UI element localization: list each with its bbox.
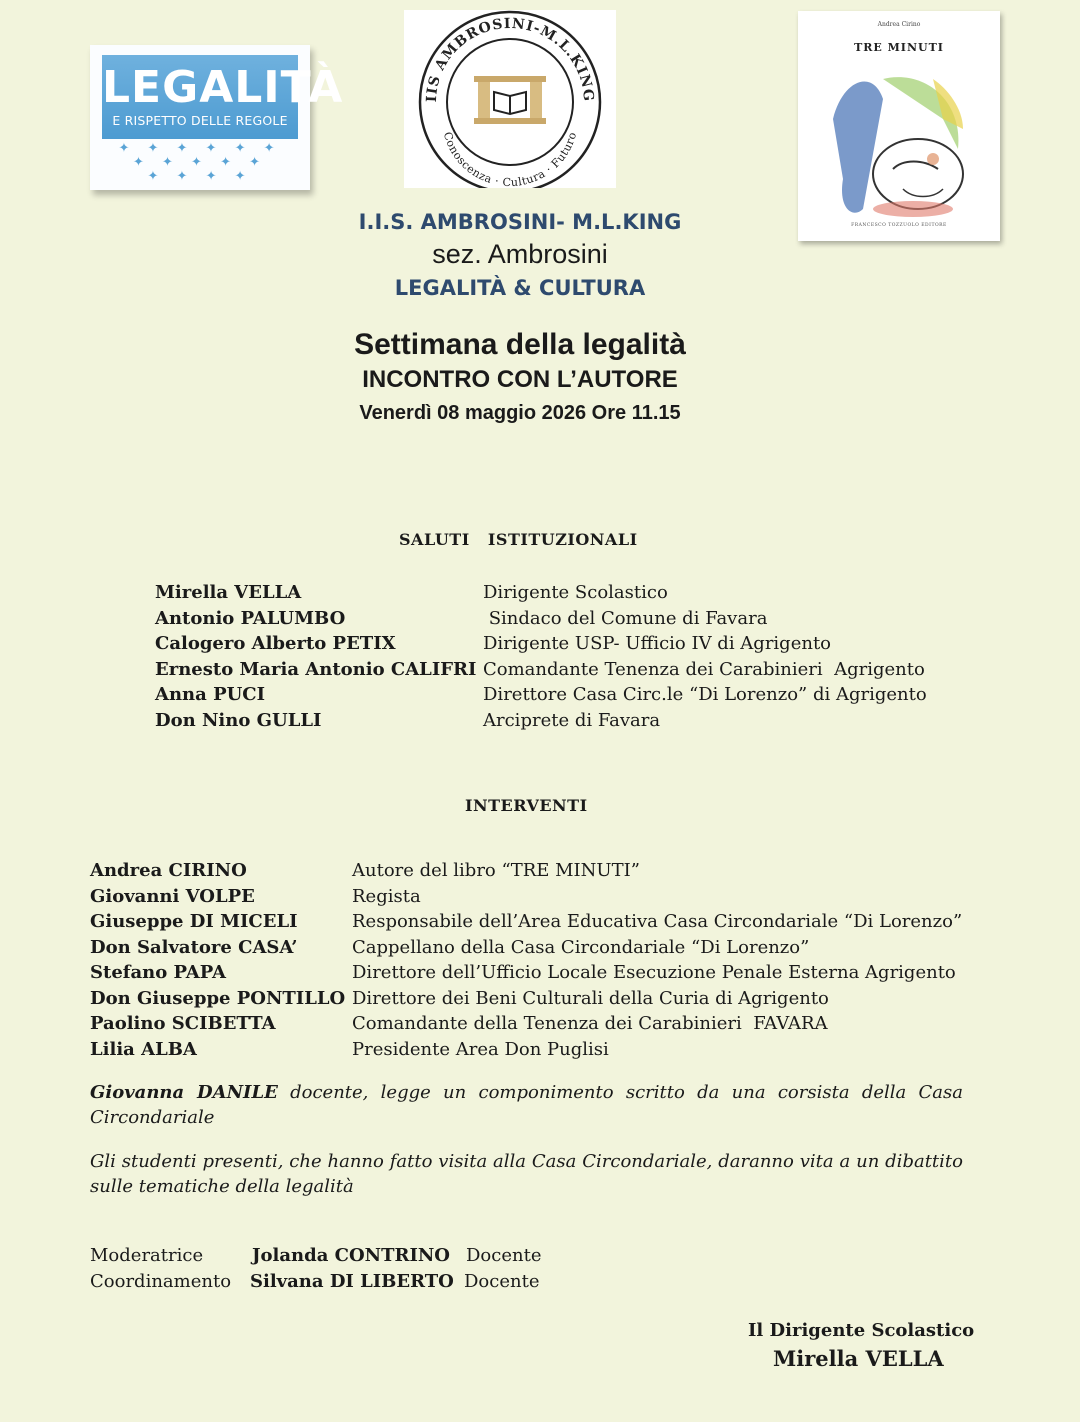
school-name: I.I.S. AMBROSINI- M.L.KING <box>358 210 682 234</box>
legalita-logo-subtitle: E RISPETTO DELLE REGOLE <box>112 113 288 128</box>
seal-ring-bottom: Conoscenza · Cultura · Futuro <box>440 130 580 188</box>
staff-role: Docente <box>466 1245 542 1266</box>
interventi-role: Cappellano della Casa Circondariale “Di Lorenzo” <box>352 936 810 958</box>
interventi-row <box>90 1011 970 1036</box>
book-cover-illustration <box>823 59 973 224</box>
danile-note <box>90 1080 963 1130</box>
interventi-row <box>90 884 970 909</box>
saluti-row <box>155 606 955 631</box>
saluti-name: Don Nino GULLI <box>155 709 322 731</box>
interventi-heading: INTERVENTI <box>465 796 588 815</box>
butterflies-decoration: ✦ ✦ ✦ ✦ ✦ ✦ ✦ ✦ ✦ ✦ ✦ ✦ ✦ ✦ ✦ <box>118 141 282 184</box>
staff-role: Docente <box>464 1270 540 1292</box>
saluti-role: Arciprete di Favara <box>483 709 661 731</box>
book-cover-title: TRE MINUTI <box>854 41 944 54</box>
interventi-name: Don Salvatore CASA’ <box>90 936 298 958</box>
legalita-banner <box>102 55 344 139</box>
interventi-name: Don Giuseppe PONTILLO <box>90 987 346 1009</box>
book-cover-author: Andrea Cirino <box>877 21 921 28</box>
svg-text:IIS AMBROSINI-M.L.KING <box>424 16 596 103</box>
school-seal-icon <box>404 10 616 188</box>
book-cover-publisher: FRANCESCO TOZZUOLO EDITORE <box>851 223 947 228</box>
event-title: Settimana della legalità <box>354 328 686 361</box>
saluti-row <box>155 631 955 656</box>
school-seal-logo <box>404 10 616 188</box>
interventi-row <box>90 909 970 934</box>
interventi-row <box>90 1037 970 1062</box>
saluti-name: Anna PUCI <box>155 684 266 705</box>
saluti-name: Calogero Alberto PETIX <box>155 633 396 654</box>
signature-title: Il Dirigente Scolastico <box>748 1320 975 1341</box>
saluti-role: Dirigente USP- Ufficio IV di Agrigento <box>483 633 832 654</box>
saluti-row <box>155 708 955 733</box>
saluti-role: Sindaco del Comune di Favara <box>483 607 768 629</box>
interventi-name: Giovanni VOLPE <box>90 885 255 907</box>
book-cover-image <box>798 11 1000 241</box>
interventi-row <box>90 986 970 1011</box>
saluti-name: Ernesto Maria Antonio CALIFRI <box>155 658 477 680</box>
danile-name: Giovanna DANILE <box>90 1082 278 1103</box>
staff-row <box>90 1269 590 1295</box>
event-subtitle: INCONTRO CON L’AUTORE <box>362 366 678 393</box>
interventi-row <box>90 960 970 985</box>
saluti-heading: SALUTI ISTITUZIONALI <box>399 530 638 549</box>
interventi-role: Responsabile dell’Area Educativa Casa Circondariale “Di Lorenzo” <box>352 911 963 932</box>
interventi-role: Regista <box>352 885 421 907</box>
signature-name: Mirella VELLA <box>773 1346 944 1371</box>
interventi-role: Autore del libro “TRE MINUTI” <box>352 860 640 881</box>
interventi-row <box>90 935 970 960</box>
event-date: Venerdì 08 maggio 2026 Ore 11.15 <box>359 402 681 424</box>
interventi-role: Direttore dei Beni Culturali della Curia di Agrigento <box>352 987 829 1009</box>
saluti-role: Direttore Casa Circ.le “Di Lorenzo” di Agrigento <box>483 684 927 705</box>
saluti-role: Dirigente Scolastico <box>483 582 668 603</box>
legalita-logo-title: LEGALITÀ <box>102 62 344 113</box>
interventi-name: Stefano PAPA <box>90 962 226 983</box>
interventi-name: Lilia ALBA <box>90 1038 197 1060</box>
svg-text:Conoscenza · Cultura · Futuro <box>441 130 580 188</box>
staff-label: Moderatrice <box>90 1245 204 1266</box>
saluti-row <box>155 580 955 605</box>
staff-label: Coordinamento <box>90 1270 232 1292</box>
staff-name: Jolanda CONTRINO <box>252 1245 450 1266</box>
interventi-name: Andrea CIRINO <box>90 860 247 881</box>
interventi-name: Giuseppe DI MICELI <box>90 911 298 932</box>
interventi-name: Paolino SCIBETTA <box>90 1013 276 1034</box>
saluti-row <box>155 682 955 707</box>
interventi-role: Comandante della Tenenza dei Carabinieri FAVARA <box>352 1013 828 1034</box>
staff-name: Silvana DI LIBERTO <box>250 1270 454 1292</box>
students-note: Gli studenti presenti, che hanno fatto visita alla Casa Circondariale, daranno vita a un dibattito sulle tematiche della legalità <box>90 1151 963 1197</box>
legalita-logo <box>90 45 344 190</box>
interventi-role: Direttore dell’Ufficio Locale Esecuzione Penale Esterna Agrigento <box>352 962 956 983</box>
seal-ring-top: IIS AMBROSINI-M.L.KING <box>423 15 597 103</box>
saluti-name: Antonio PALUMBO <box>155 607 346 629</box>
school-section: sez. Ambrosini <box>432 239 608 269</box>
saluti-row <box>155 657 955 682</box>
school-motto: LEGALITÀ & CULTURA <box>394 276 646 300</box>
interventi-row <box>90 858 970 883</box>
danile-text: docente, legge un componimento scritto da una corsista della Casa Circondariale <box>90 1082 964 1128</box>
staff-row <box>90 1243 590 1269</box>
saluti-role: Comandante Tenenza dei Carabinieri Agrigento <box>483 658 925 680</box>
interventi-role: Presidente Area Don Puglisi <box>352 1038 609 1060</box>
saluti-name: Mirella VELLA <box>155 582 302 603</box>
